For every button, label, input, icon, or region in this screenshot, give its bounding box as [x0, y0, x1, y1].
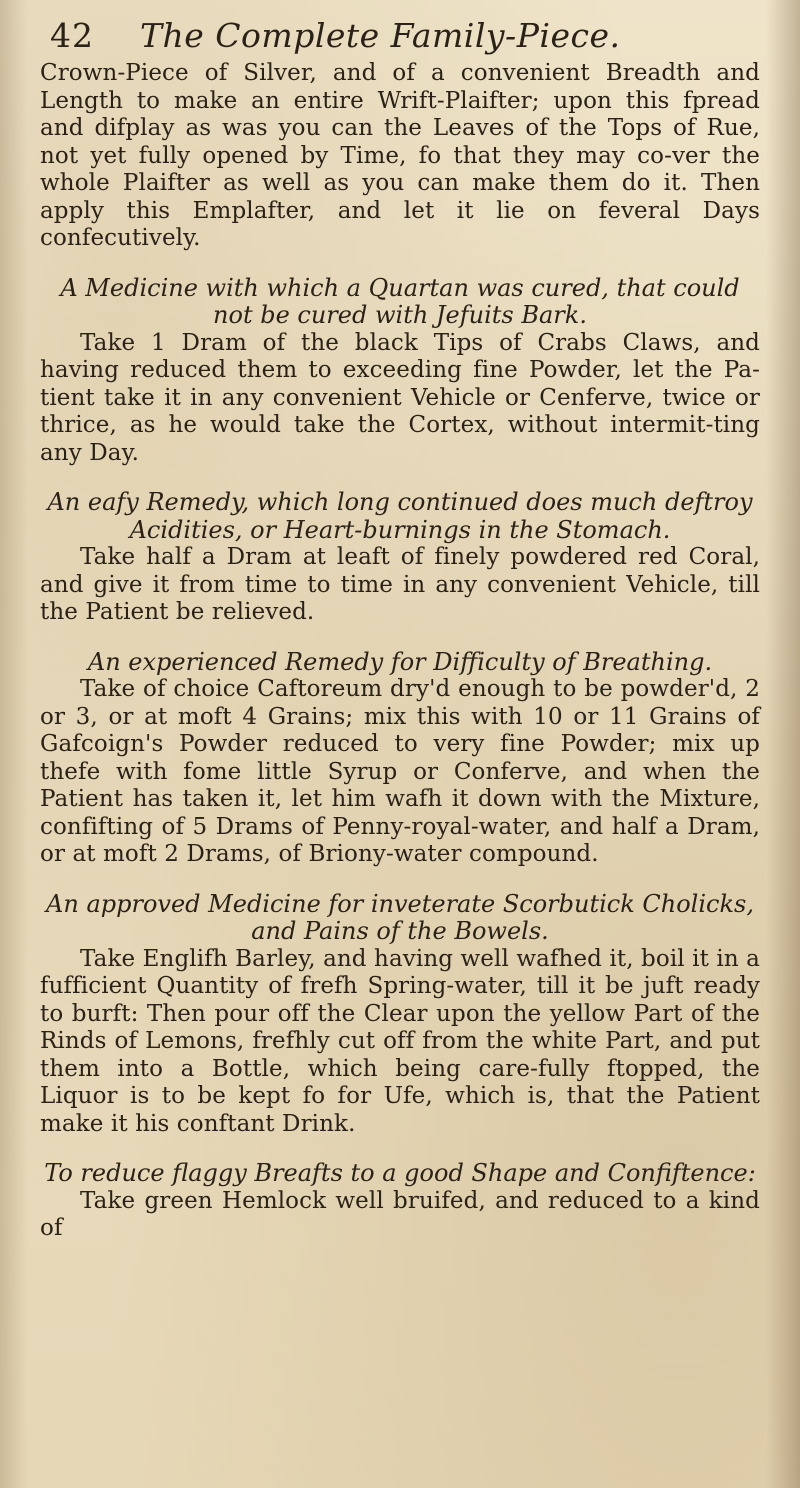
- recipe-heading-cholicks: An approved Medicine for inveterate Scorbutick Cholicks, and Pains of the Bowels.: [46, 889, 754, 945]
- running-title: The Complete Family-Piece.: [140, 16, 621, 55]
- page-edge-shadow-right: [766, 0, 800, 1488]
- recipe-heading-acidities: An eafy Remedy, which long continued does much deftroy Acidities, or Heart-burnings in the Stomach.: [47, 488, 753, 544]
- recipe-text-cholicks: Take Englifh Barley, and having well wafhed it, boil it in a fufficient Quantity of frefh Spring-water, till it be juft ready to burft: Then pour off the Clear upon the yellow Part of the Rinds of Lemons, frefhly cut off from the white Part, and put them into a Bottle, which being care-fully ftopped, the Liquor is to be kept fo for Ufe, which is, that the Patient make it his conftant Drink.: [40, 945, 760, 1137]
- page-content: [40, 12, 760, 1243]
- page-edge-shadow-left: [0, 0, 28, 1488]
- recipe-heading-breathing: An experienced Remedy for Difficulty of Breathing.: [87, 647, 713, 676]
- page-number: 42: [50, 16, 94, 55]
- recipe-text-breasts: Take green Hemlock well bruifed, and reduced to a kind of: [40, 1187, 760, 1241]
- recipe-heading-breasts: To reduce flaggy Breafts to a good Shape and Confiftence:: [44, 1159, 756, 1187]
- running-head: [40, 12, 760, 60]
- paragraph-continuation: Crown-Piece of Silver, and of a convenient Breadth and Length to make an entire Wrift-Plaifter; upon this fpread and difplay as was you can the Leaves of the Tops of Rue, not yet fully opened by Time, fo that they may co-ver the whole Plaifter as well as you can make them do it. Then apply this Emplafter, and let it lie on feveral Days confecutively.: [40, 60, 760, 251]
- recipe-text-acidities: Take half a Dram at leaft of finely powdered red Coral, and give it from time to time in any convenient Vehicle, till the Patient be relieved.: [40, 544, 760, 625]
- recipe-text-breathing: Take of choice Caftoreum dry'd enough to be powder'd, 2 or 3, or at moft 4 Grains; mix this with 10 or 11 Grains of Gafcoign's Powder reduced to very fine Powder; mix up thefe with fome little Syrup or Conferve, and when the Patient has taken it, let him wafh it down with the Mixture, confifting of 5 Drams of Penny-royal-water, and half a Dram, or at moft 2 Drams, of Briony-water compound.: [40, 676, 760, 867]
- recipe-text-quartan: Take 1 Dram of the black Tips of Crabs Claws, and having reduced them to exceeding fine Powder, let the Pa-tient take it in any convenient Vehicle or Cenferve, twice or thrice, as he would take the Cortex, without intermit-ting any Day.: [40, 329, 760, 466]
- recipe-heading-quartan: A Medicine with which a Quartan was cured, that could not be cured with Jefuits Bark.: [60, 273, 740, 329]
